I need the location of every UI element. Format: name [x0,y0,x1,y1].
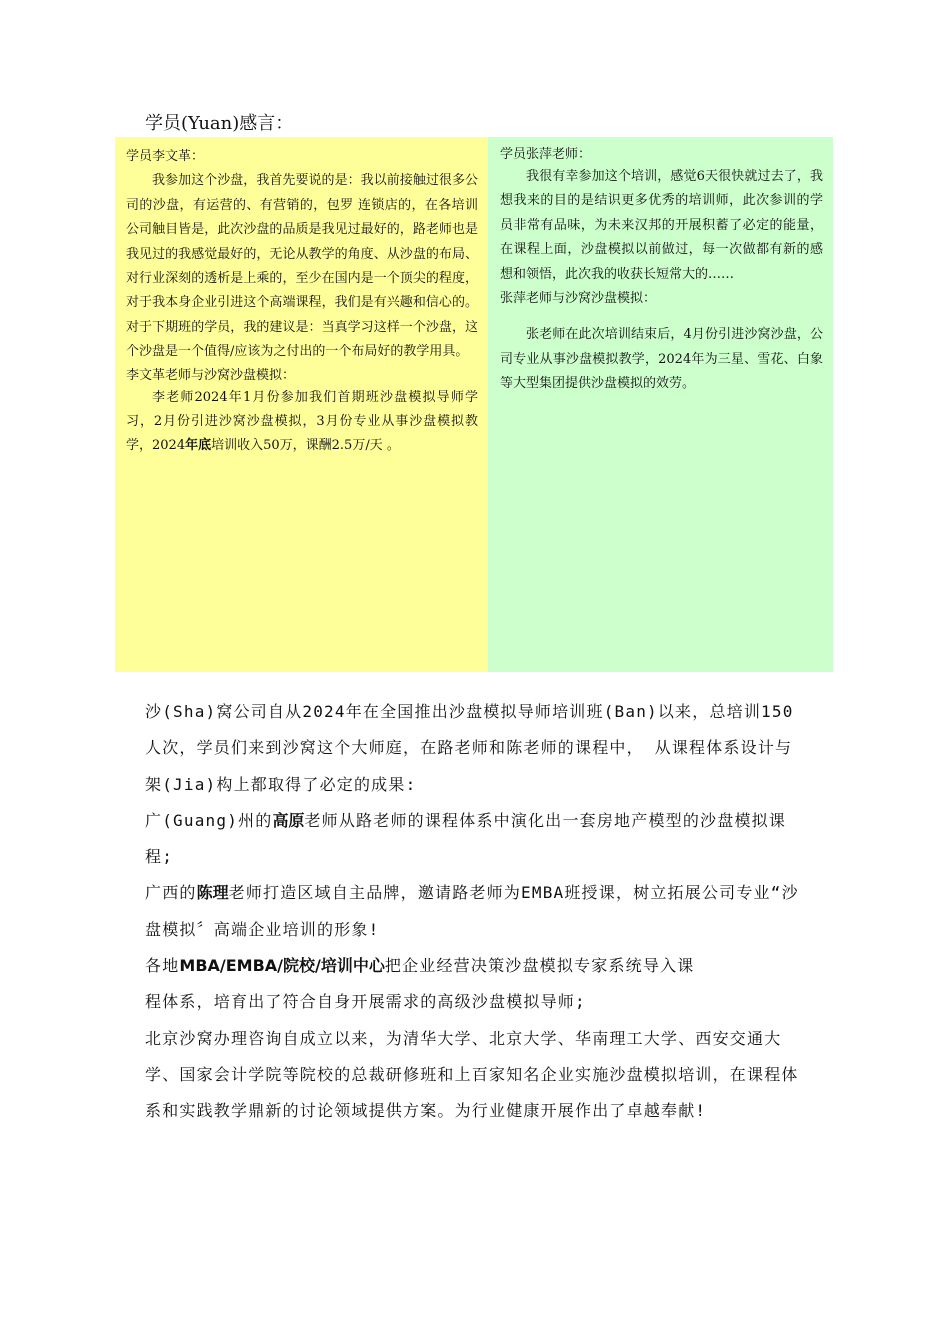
follow-up-text-part: 李老师2024年1月份参加我们首期班沙盘模拟导师学习，2月份引进沙窝沙盘模拟，3月份专业从事沙盘模拟教学，2024 [126,389,478,454]
body-paragraph-beijing: 北京沙窝办理咨询自成立以来，为清华大学、北京大学、华南理工大学、西安交通大学、国家会计学院等院校的总裁研修班和上百家知名企业实施沙盘模拟培训，在课程体系和实践教学鼎新的讨论领域提供方案。为行业健康开展作出了卓越奉献! [145,1028,799,1121]
body-paragraph-intro: 沙(Sha)窝公司自从2024年在全国推出沙盘模拟导师培训班(Ban)以来，总培训150人次，学员们来到沙窝这个大师庭，在路老师和陈老师的课程中， 从课程体系设计与架(Jia)构上都取得了必定的成果: [145,702,794,794]
follow-up-text: 张老师在此次培训结束后，4月份引进沙窝沙盘，公司专业从事沙盘模拟教学，2024年为三星、雪花、白象等大型集团提供沙盘模拟的效劳。 [500,327,823,392]
text-part: 老师从路老师的课程体系中演化出一套房地产模型的沙盘模拟课程; [145,810,787,867]
teacher-caption: 张萍老师与沙窝沙盘模拟： [500,291,657,307]
teacher-caption: 李文革老师与沙窝沙盘模拟： [126,367,296,383]
text-part: 老师打造区域自主品牌，邀请路老师为EMBA班授课，树立拓展公司专业“沙盘模拟〞高端企业培训的形象! [145,883,799,939]
bold-name: 陈理 [196,883,229,903]
body-paragraph-guangxi [145,875,805,948]
testimonial-text: 我很有幸参加这个培训，感觉6天很快就过去了，我想我来的目的是结识更多优秀的培训师，此次参训的学员非常有品味，为未来汉邦的开展积蓄了必定的能量，在课程上面，沙盘模拟以前做过，每一次做都有新的感想和领悟，此次我的收获长短常大的…… [500,169,823,282]
testimonial-text: 我参加这个沙盘，我首先要说的是：我以前接触过很多公司的沙盘，有运营的、有营销的，包罗 连锁店的，在各培训公司触目皆是，此次沙盘的品质是我见过最好的，路老师也是我见过的我感觉最好的，无论从教学的角度、从沙盘的布局、对行业深刻的透析是上乘的，至少在国内是一个顶尖的程度，对于我本身企业引进这个高端课程，我们是有兴趣和信心的。对于下期班的学员，我的建议是：当真学习这样一个沙盘，这个沙盘是一个值得/应该为之付出的一个布局好的教学用具。 [126,173,478,360]
student-name-label: 学员张萍老师： [500,147,592,162]
follow-up-text [126,386,478,459]
bold-term: MBA/EMBA/院校/培训中心 [179,956,385,976]
testimonial-box-right [488,137,833,672]
text-part: 各地 [145,956,180,976]
follow-up-bold-term: 年底 [185,438,212,454]
bold-name: 高原 [272,810,305,830]
body-text [145,694,805,1130]
follow-up-text-part: 培训收入50万，课酬2.5万/天 。 [211,438,400,454]
body-paragraph-guangzhou [145,803,805,876]
body-paragraph-institutions-cont: 程体系，培育出了符合自身开展需求的高级沙盘模拟导师; [145,992,586,1012]
testimonial-box-left [115,137,488,672]
text-part: 广西的 [145,883,197,903]
student-name-label: 学员李文革： [126,149,205,164]
text-part: 广(Guang)州的 [145,810,273,830]
section-heading: 学员(Yuan)感言： [145,113,294,134]
text-part: 把企业经营决策沙盘模拟专家系统导入课 [384,956,695,976]
body-paragraph-institutions [145,948,805,984]
